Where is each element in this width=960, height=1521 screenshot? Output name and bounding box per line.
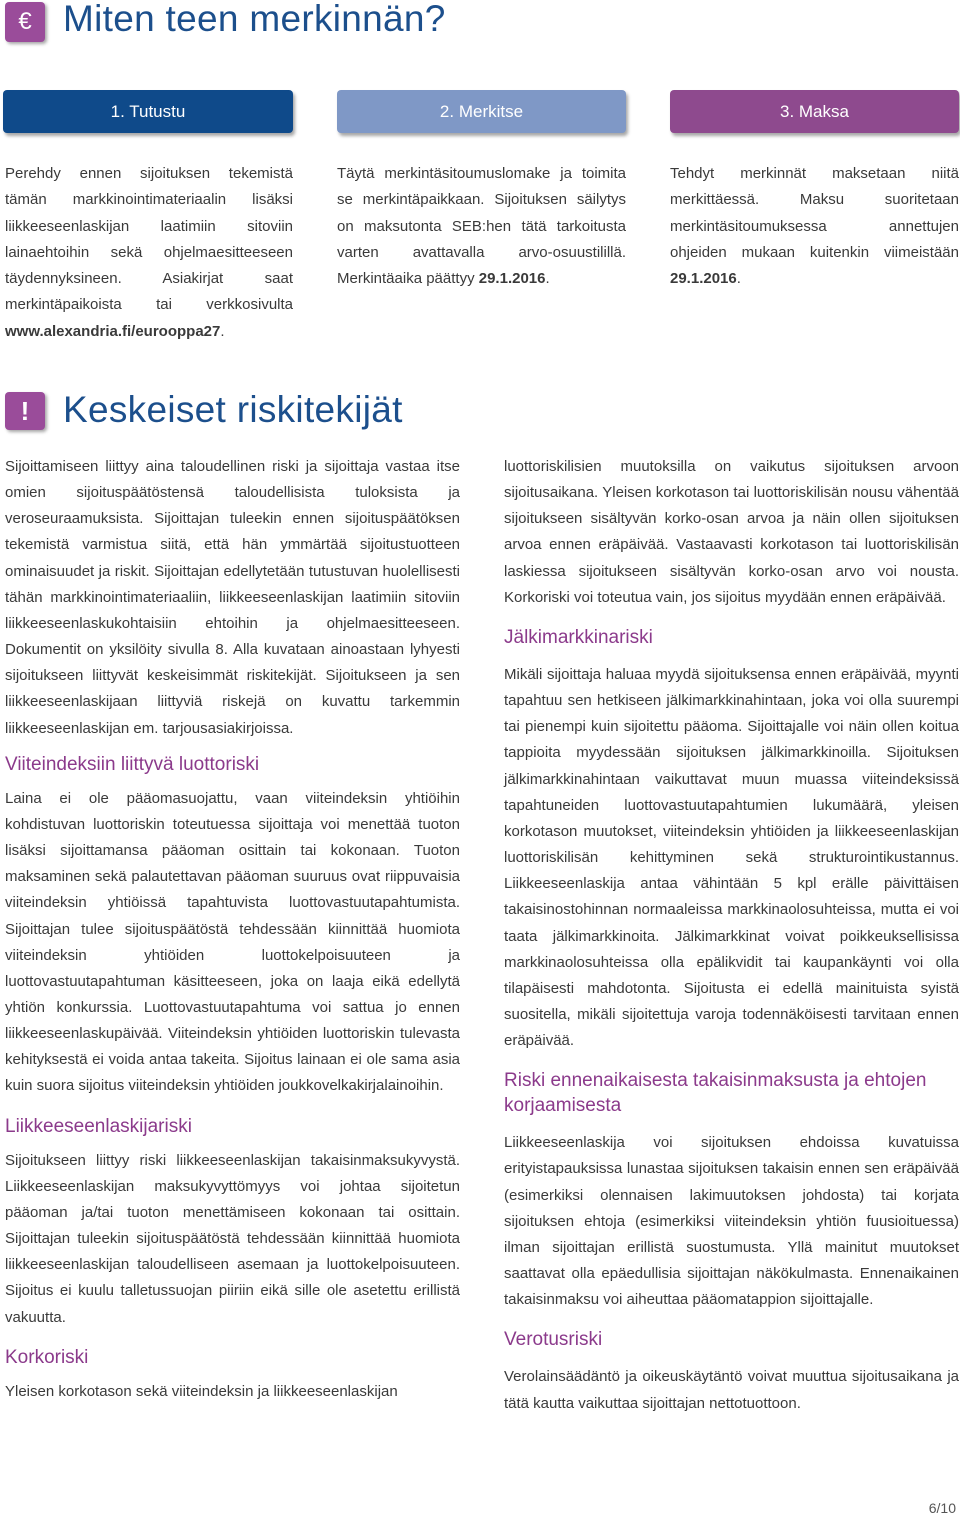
text-credit-risk: Laina ei ole pääomasuojattu, vaan viiteindeksin yhtiöihin kohdistuvan luottoriskin toteutuessa sijoittaja voi menettää tuoton lisäksi sijoittamansa pääoman osittain tai kokonaan. Tuoton maksaminen sekä palautettavan pääoman suuruus ovat riippuvaisia viiteindeksin yhtiöissä tapahtuvista luottovastuutapahtumista. Sijoittajan tulee sijoituspäätöstä tehdessään kiinnittää huomiota viiteindeksin yhtiöiden luottokelpoisuuteen ja luottovastuutapahtuman käsitteeseen, joka on laaja eikä edellytä yhtiön konkurssia. Luottovastuutapahtuma voi sattua jo ennen liikkeeseenlaskupäivää. Viiteindeksin yhtiöiden luottoriskin tulevasta kehityksestä ei voida antaa takeita. Sijoitus lainaan ei ole sama asia kuin suora sijoitus viiteindeksin yhtiöiden joukkovelkakirjalainoihin.: [5, 789, 460, 1095]
heading-early-redemption-risk: Riski ennenaikaisesta takaisinmaksusta ja ehtojen korjaamisesta: [504, 1070, 927, 1117]
heading-secondary-market-risk: Jälkimarkkinariski: [504, 626, 653, 648]
text-tax-risk: Verolainsäädäntö ja oikeuskäytäntö voivat muuttua sijoitusaikana ja tätä kautta vaikuttaa sijoittajan nettotuottoon.: [504, 1368, 959, 1412]
step-1-description: Perehdy ennen sijoituksen tekemistä tämän markkinointimateriaalin lisäksi liikkeeseenlaskijan laatimiin sitoviin lainaehtoihin sekä ohjelmaesitteeseen täydennyksineen. Asiakirjat saat merkintäpaikoista tai verkkosivulta www.alexandria.fi/eurooppa27.: [5, 165, 293, 340]
interest-risk-continued: luottoriskilisien muutoksilla on vaikutus sijoituksen arvoon sijoitusaikana. Yleisen korkotason tai luottoriskilisän nousu vähentää sijoitukseen sisältyvän korko-osan arvoa ja näin ollen sijoituksen arvoa ennen eräpäivää. Vastaavasti korkotason tai luottoriskilisän laskiessa sijoitukseen sisältyvän korko-osan arvo voi nousta. Korkoriski voi toteutua vain, jos sijoitus myydään ennen eräpäivää.: [504, 458, 959, 606]
step-2-deadline: 29.1.2016: [478, 270, 546, 288]
heading-issuer-risk: Liikkeeseenlaskijariski: [5, 1115, 192, 1137]
step-2-merkitse: 2. Merkitse: [337, 90, 626, 133]
risk-section-title: Keskeiset riskitekijät: [63, 389, 403, 430]
page-title: Miten teen merkinnän?: [63, 0, 446, 39]
heading-tax-risk: Verotusriski: [504, 1329, 603, 1351]
text-early-redemption-risk: Liikkeeseenlaskija voi sijoituksen ehdoissa kuvatuissa erityistapauksissa lunastaa sijoituksen takaisin ennen sen eräpäivää (esimerkiksi olennaisen lakimuutoksen johdosta) tai korjata sijoituksen ehtoja (esimerkiksi viiteindeksin yhtiön fuusioituessa) ilman sijoittajan erillistä suostumusta. Yllä mainitut muutokset saattavat olla epäedullisia sijoittajan näkökulmasta. Ennenaikainen takaisinmaksu voi aiheuttaa pääomatappion sijoittajalle.: [504, 1134, 959, 1309]
step-3-deadline: 29.1.2016: [670, 270, 737, 288]
heading-credit-risk: Viiteindeksiin liittyvä luottoriski: [5, 753, 260, 775]
right-column: [504, 454, 959, 1417]
step-2-description: Täytä merkintäsitoumuslomake ja toimita se merkintäpaikkaan. Sijoituksen säilytys on maksutonta SEB:hen tätä tarkoitusta varten avattavalla arvo-osuustilillä. Merkintäaika päättyy 29.1.2016.: [337, 165, 626, 288]
text-issuer-risk: Sijoitukseen liittyy riski liikkeeseenlaskijan takaisinmaksukyvystä. Liikkeeseenlaskijan maksukyvyttömyys voi johtaa sijoitetun pääoman ja/tai tuoton menettämiseen kokonaan tai osittain. Sijoittajan tuleekin sijoituspäätöstä tehdessään kiinnittää huomiota liikkeeseenlaskijan taloudelliseen asemaan ja luottokelpoisuuteen. Sijoitus ei kuulu talletussuojan piiriin eikä sille ole asetettu erillistä vakuutta.: [5, 1151, 460, 1326]
page-number: 6/10: [928, 1500, 956, 1516]
left-column: [5, 454, 460, 1405]
step-3-description: Tehdyt merkinnät maksetaan niitä merkittäessä. Maksu suoritetaan merkintäsitoumuksessa annettujen ohjeiden mukaan kuitenkin viimeistään 29.1.2016.: [670, 165, 959, 288]
risk-intro: Sijoittamiseen liittyy aina taloudellinen riski ja sijoittaja vastaa itse omien sijoituspäätöstensä taloudellisista tuloksista ja veroseuraamuksista. Sijoittajan tuleekin ennen sijoituspäätöksen tekemistä varmistua siitä, että hän ymmärtää sijoitustuotteen ominaisuudet ja riskit. Sijoittajan edellytetään tutustuvan huolellisesti tähän markkinointimateriaaliin, liikkeeseenlaskijan laatimiin sitoviin liikkeeseenlaskukohtaisiin ehtoihin ja ohjelmaesitteeseen. Dokumentit on yksilöity sivulla 8. Alla kuvataan ainoastaan lyhyesti sijoitukseen liittyvät keskeisimmät riskitekijät. Sijoitukseen ja sen liikkeeseenlaskijaan liittyviä riskejä on kuvattu tarkemmin liikkeeseenlaskijan em. tarjousasiakirjoissa.: [5, 458, 460, 737]
step-1-link: www.alexandria.fi/eurooppa27: [5, 322, 221, 340]
step-1-tutustu: 1. Tutustu: [3, 90, 293, 133]
step-3-maksa: 3. Maksa: [670, 90, 959, 133]
text-secondary-market-risk: Mikäli sijoittaja haluaa myydä sijoituksensa ennen eräpäivää, myynti tapahtuu sen hetkiseen jälkimarkkinahintaan, joka voi olla suurempi tai pienempi kuin sijoitettu pääoma. Sijoittajalle voi näin ollen koitua tappioita myydessään sijoituksen jälkimarkkinoilla. Sijoituksen jälkimarkkinahintaan vaikuttavat muun muassa viiteindeksissä tapahtuneiden luottovastuutapahtumien lukumäärä, yleisen korkotason muutokset, viiteindeksin yhtiöiden ja liikkeeseenlaskijan luottoriskilisän kehittyminen sekä strukturointikustannus. Liikkeeseenlaskija antaa vähintään 5 kpl erälle päivittäisen takaisinostohinnan normaaleissa markkinaolosuhteissa, mutta ei voi taata jälkimarkkinoita. Jälkimarkkinat voivat poikkeuksellisissa markkinaolosuhteissa olla epälikvidit tai kaupankäynti voi olla tilapäisesti mahdotonta. Sijoitusta ei edellä mainituista syistä suositella, mikäli sijoitettuja varoja todennäköisesti tarvitaan ennen eräpäivää.: [504, 665, 959, 1050]
euro-icon: €: [5, 2, 45, 42]
heading-interest-risk: Korkoriski: [5, 1346, 89, 1368]
exclamation-icon: !: [5, 392, 45, 430]
text-interest-risk: Yleisen korkotason sekä viiteindeksin ja liikkeeseenlaskijan: [5, 1382, 398, 1400]
